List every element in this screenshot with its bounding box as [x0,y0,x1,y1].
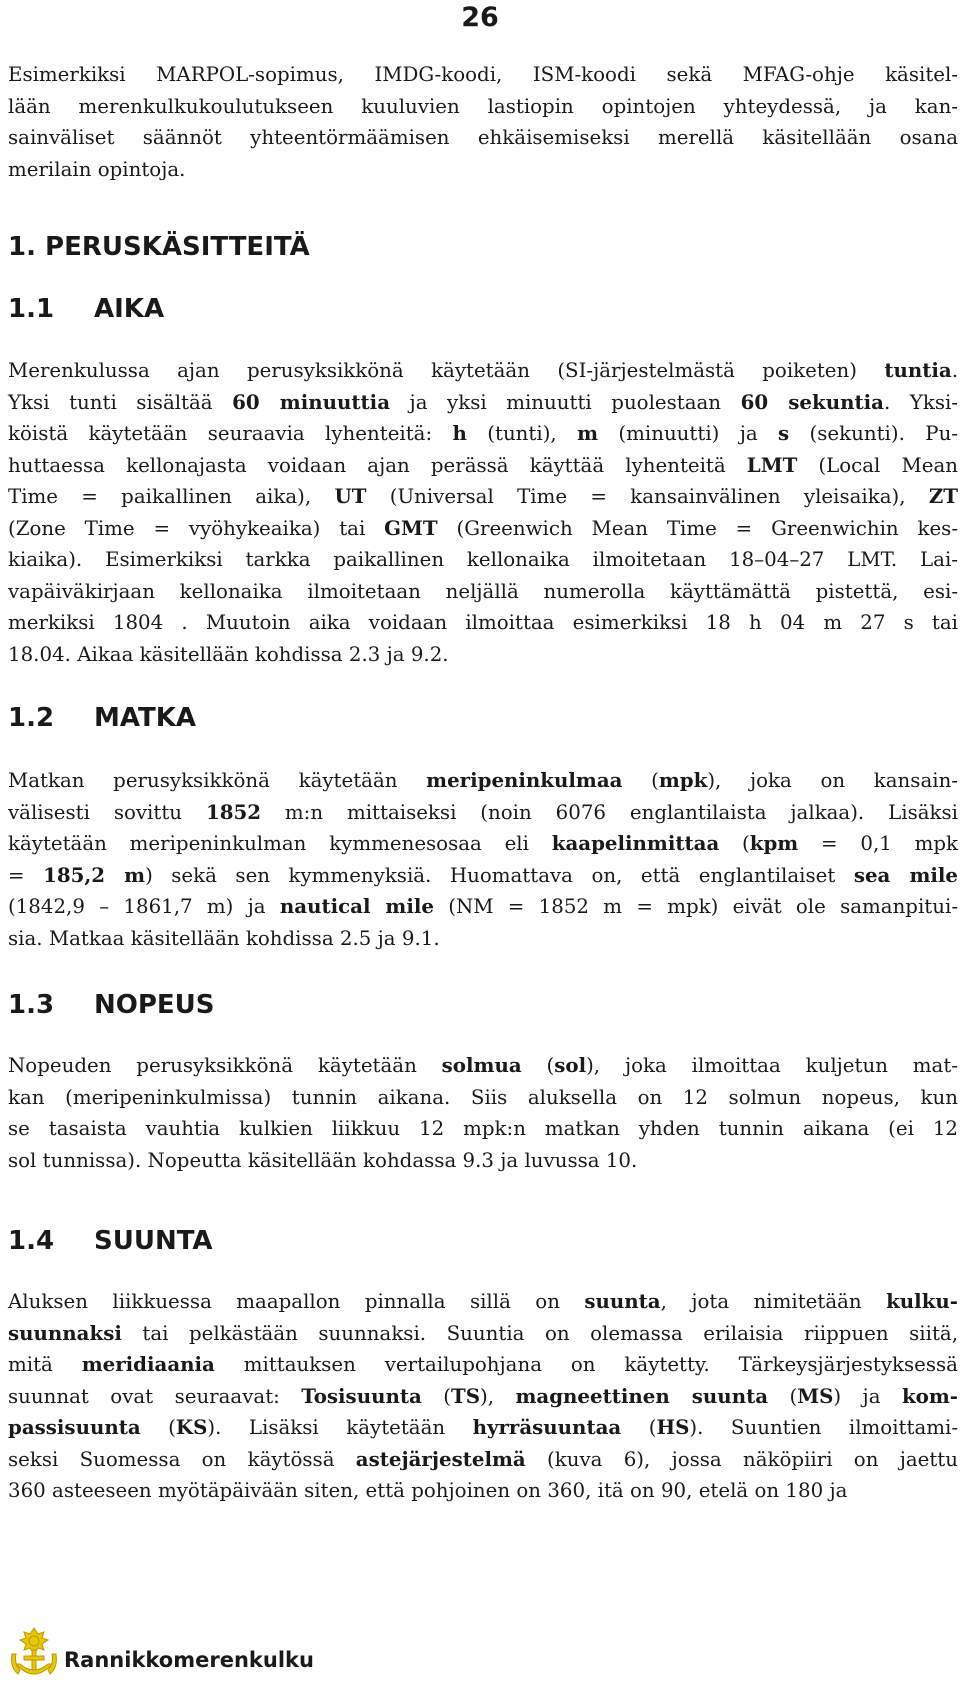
bold-term: h [452,421,467,445]
section-body-nopeus [8,1050,958,1176]
text-line: se tasaista vauhtia kulkien liikkuu 12 mpk:n matkan yhden tunnin aikana (ei 12 [8,1117,958,1140]
section-title: SUUNTA [94,1226,213,1256]
bold-term: 185,2 m [43,862,146,887]
text-line: Matkan perusyksikkönä käytetään meripeninkulmaa (mpk), joka on kansain- [8,768,958,792]
bold-term: s [778,421,790,445]
bold-term: Tosisuunta [301,1383,422,1408]
text-line: huttaessa kellonajasta voidaan ajan perässä käyttää lyhenteitä LMT (Local Mean [8,452,958,477]
bold-term: kpm [749,831,799,855]
bold-term: 60 sekuntia [740,389,884,414]
bold-term: sol [554,1053,587,1077]
bold-term: hyrräsuuntaa [472,1415,622,1439]
text-line: Aluksen liikkuessa maapallon pinnalla sillä on suunta, jota nimitetään kulku- [8,1289,958,1313]
bold-term: astejärjestelmä [355,1446,526,1471]
page-number: 26 [461,2,499,33]
bold-term: 1852 [205,799,261,824]
text-line: Esimerkiksi MARPOL-sopimus, IMDG-koodi, ISM-koodi sekä MFAG-ohje käsitel- [8,63,958,86]
text-line: suunnat ovat seuraavat: Tosisuunta (TS), magneettinen suunta (MS) ja kom- [8,1383,958,1408]
text-line: käytetään meripeninkulman kymmenesosaa eli kaapelinmittaa (kpm = 0,1 mpk [8,831,958,855]
text-line: vapäiväkirjaan kellonaika ilmoitetaan neljällä numerolla käyttämättä pistettä, esi- [8,579,958,603]
bold-term: MS [797,1383,834,1408]
bold-term: meridiaania [81,1352,215,1376]
text-line: kiaika). Esimerkiksi tarkka paikallinen kellonaika ilmoitetaan 18–04–27 LMT. Lai- [8,548,958,571]
section-body-suunta [8,1286,958,1507]
section-number: 1.2 [8,703,55,733]
bold-term: kom- [901,1383,958,1408]
text-line: Nopeuden perusyksikkönä käytetään solmua (sol), joka ilmoittaa kuljetun mat- [8,1053,958,1077]
bold-term: TS [450,1383,480,1408]
text-line: suunnaksi tai pelkästään suunnaksi. Suuntia on olemassa erilaisia riippuen siitä, [8,1320,958,1345]
text-line: sainväliset säännöt yhteentörmäämisen ehkäisemiseksi merellä käsitellään osana [8,126,958,149]
text-line: Time = paikallinen aika), UT (Universal Time = kansainvälinen yleisaika), ZT [8,484,958,508]
section-heading-matka [8,703,196,733]
text-line: Merenkulussa ajan perusyksikkönä käytetään (SI-järjestelmästä poiketen) tuntia. [8,358,958,382]
text-line: sia. Matkaa käsitellään kohdissa 2.5 ja 9.1. [8,926,440,950]
bold-term: kaapelinmittaa [551,831,720,855]
text-line: merilain opintoja. [8,157,186,181]
bold-term: suunnaksi [8,1320,122,1345]
bold-term: mpk [658,768,708,792]
text-line: 18.04. Aikaa käsitellään kohdissa 2.3 ja 9.2. [8,642,449,666]
chapter-title: 1. PERUSKÄSITTEITÄ [8,232,310,262]
text-line: köistä käytetään seuraavia lyhenteitä: h (tunti), m (minuutti) ja s (sekunti). Pu- [8,421,958,445]
text-line: Yksi tunti sisältää 60 minuuttia ja yksi minuutti puolestaan 60 sekuntia. Yksi- [8,389,958,414]
bold-term: m [577,421,599,445]
text-line: passisuunta (KS). Lisäksi käytetään hyrräsuuntaa (HS). Suuntien ilmoittami- [8,1415,958,1439]
section-number: 1.4 [8,1226,55,1256]
section-title: AIKA [94,294,165,324]
text-line: (1842,9 – 1861,7 m) ja nautical mile (NM = 1852 m = mpk) eivät ole samanpitui- [8,894,958,918]
section-body-aika [8,355,958,670]
bold-term: magneettinen suunta [515,1383,769,1408]
text-line: merkiksi 1804 . Muutoin aika voidaan ilmoittaa esimerkiksi 18 h 04 m 27 s tai [8,611,958,634]
footer [8,1624,314,1680]
bold-term: 60 minuuttia [232,389,391,414]
text-line: (Zone Time = vyöhykeaika) tai GMT (Greenwich Mean Time = Greenwichin kes- [8,515,958,540]
text-line: 360 asteeseen myötäpäivään siten, että pohjoinen on 360, itä on 90, etelä on 180 ja [8,1479,848,1502]
bold-term: meripeninkulmaa [426,768,623,792]
bold-term: LMT [746,452,798,477]
section-heading-aika [8,294,164,324]
bold-term: solmua [441,1053,522,1077]
section-body-matka [8,765,958,954]
text-line: = 185,2 m) sekä sen kymmenyksiä. Huomattava on, että englantilaiset sea mile [8,862,958,887]
section-title: NOPEUS [94,990,215,1020]
bold-term: ZT [928,484,958,508]
bold-term: tuntia [884,358,952,382]
footer-title: Rannikkomerenkulku [64,1648,314,1672]
section-heading-suunta [8,1226,213,1256]
bold-term: KS [175,1415,208,1439]
text-line: välisesti sovittu 1852 m:n mittaiseksi (noin 6076 englantilaista jalkaa). Lisäksi [8,799,959,824]
section-number: 1.1 [8,294,55,324]
text-line: seksi Suomessa on käytössä astejärjestelmä (kuva 6), jossa näköpiiri on jaettu [8,1446,958,1471]
section-title: MATKA [94,703,196,733]
bold-term: passisuunta [8,1415,141,1439]
bold-term: HS [656,1415,690,1439]
text-line: kan (meripeninkulmissa) tunnin aikana. Siis aluksella on 12 solmun nopeus, kun [8,1085,958,1109]
bold-term: UT [334,484,367,508]
section-heading-nopeus [8,990,215,1020]
section-number: 1.3 [8,990,55,1020]
text-line: mitä meridiaania mittauksen vertailupohjana on käytetty. Tärkeysjärjestyksessä [8,1352,958,1376]
text-line: sol tunnissa). Nopeutta käsitellään kohdassa 9.3 ja luvussa 10. [8,1148,638,1172]
intro-paragraph [8,59,958,185]
text-line: lään merenkulkukoulutukseen kuuluvien lastiopin opintojen yhteydessä, ja kan- [8,94,958,118]
bold-term: nautical mile [279,894,434,918]
bold-term: sea mile [853,862,958,887]
bold-term: GMT [384,515,438,540]
bold-term: suunta [584,1289,661,1313]
naval-anchor-emblem-icon [8,1624,60,1680]
bold-term: kulku- [886,1289,958,1313]
